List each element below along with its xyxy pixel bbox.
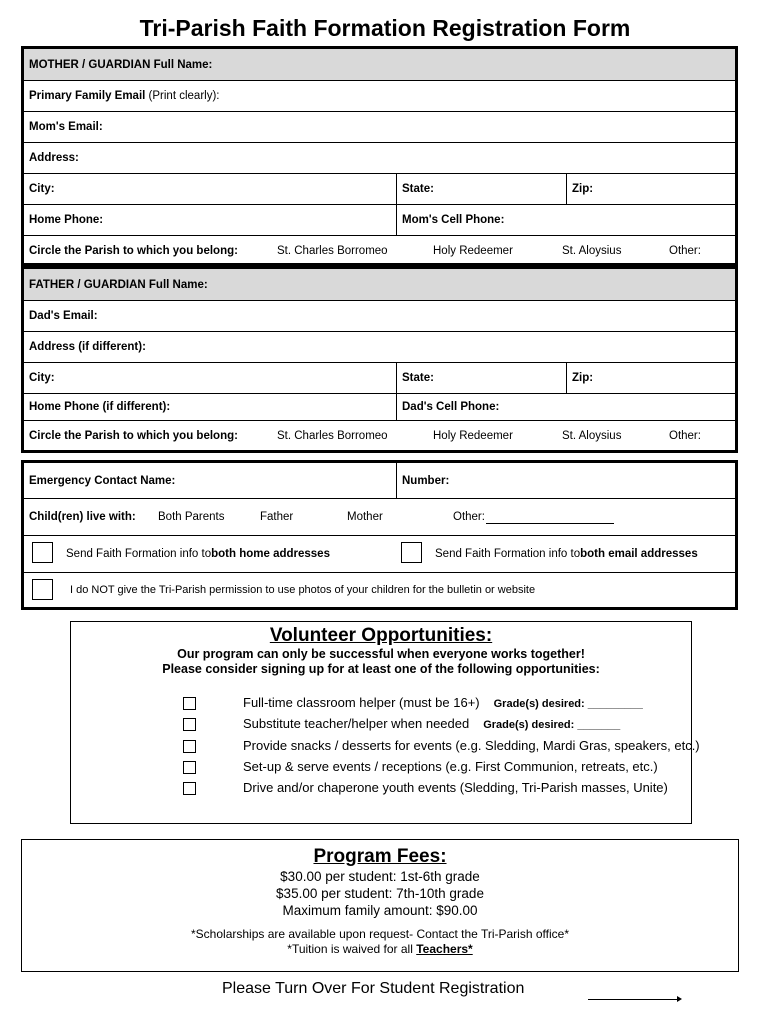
fees-title: Program Fees:: [313, 846, 447, 867]
home-addresses-text: Send Faith Formation info to both home addresses: [66, 548, 330, 560]
arrow-right-icon: [588, 999, 680, 1000]
live-with-father[interactable]: Father: [260, 511, 294, 523]
mom-parish-st-aloysius[interactable]: St. Aloysius: [562, 245, 622, 257]
mom-home-phone-label[interactable]: Home Phone:: [29, 214, 104, 226]
fees-section: [21, 839, 739, 972]
dad-email-label: Dad's Email:: [29, 310, 98, 322]
mom-city-label[interactable]: City:: [29, 183, 55, 195]
dad-address-row[interactable]: [24, 332, 735, 363]
emergency-contact-label[interactable]: Emergency Contact Name:: [29, 474, 176, 487]
mom-parish-holy-redeemer[interactable]: Holy Redeemer: [433, 245, 513, 257]
dad-city-label[interactable]: City:: [29, 372, 55, 384]
father-name-row[interactable]: [24, 269, 735, 301]
scholarship-note: *Scholarships are available upon request- Contact the Tri-Parish office*: [191, 927, 569, 941]
live-with-both[interactable]: Both Parents: [158, 511, 225, 523]
photo-permission-text: I do NOT give the Tri-Parish permission to use photos of your children for the bulletin or website: [70, 584, 536, 596]
emergency-contact-row: [24, 463, 735, 499]
mom-zip-label[interactable]: Zip:: [566, 174, 735, 204]
dad-parish-label: Circle the Parish to which you belong:: [29, 429, 238, 442]
volunteer-subtitle-1: Our program can only be successful when everyone works together!: [177, 647, 585, 661]
father-section: [21, 266, 738, 453]
mom-parish-label: Circle the Parish to which you belong:: [29, 245, 238, 257]
volunteer-checkbox[interactable]: [183, 782, 196, 795]
photo-row: [24, 573, 735, 607]
volunteer-checkbox[interactable]: [183, 740, 196, 753]
footer-text: Please Turn Over For Student Registration: [222, 980, 525, 997]
dad-parish-st-aloysius[interactable]: St. Aloysius: [562, 429, 622, 442]
fee-line-1: $30.00 per student: 1st-6th grade: [280, 869, 480, 884]
dad-parish-other[interactable]: Other:: [669, 429, 701, 442]
dad-home-phone-label[interactable]: Home Phone (if different):: [29, 401, 171, 413]
fee-line-2: $35.00 per student: 7th-10th grade: [276, 886, 484, 901]
mom-address-label: Address:: [29, 152, 79, 164]
mother-section: [21, 46, 738, 266]
family-email-row[interactable]: [24, 81, 735, 112]
email-addresses-text: Send Faith Formation info to both email addresses: [435, 548, 698, 560]
mom-parish-other[interactable]: Other:: [669, 245, 701, 257]
mom-address-row[interactable]: [24, 143, 735, 174]
father-name-label: FATHER / GUARDIAN Full Name:: [29, 278, 208, 291]
mom-parish-row: [24, 236, 735, 266]
dad-state-label[interactable]: State:: [396, 363, 566, 393]
live-with-other-label: Other:: [453, 511, 485, 523]
live-with-mother[interactable]: Mother: [347, 511, 383, 523]
dad-parish-st-charles[interactable]: St. Charles Borromeo: [277, 429, 388, 442]
mother-name-label: MOTHER / GUARDIAN Full Name:: [29, 58, 213, 71]
live-with-other-line[interactable]: [486, 511, 614, 524]
email-addresses-checkbox[interactable]: [401, 542, 422, 563]
form-title: Tri-Parish Faith Formation Registration Form: [139, 15, 631, 41]
mom-parish-st-charles[interactable]: St. Charles Borromeo: [277, 245, 388, 257]
volunteer-checkbox[interactable]: [183, 718, 196, 731]
volunteer-subtitle-2: Please consider signing up for at least one of the following opportunities:: [162, 662, 600, 676]
emergency-section: [21, 460, 738, 610]
mom-city-row: [24, 174, 735, 205]
mom-email-row[interactable]: [24, 112, 735, 143]
addresses-row: [24, 536, 735, 573]
mom-cell-label[interactable]: Mom's Cell Phone:: [396, 205, 735, 235]
family-email-hint: (Print clearly):: [148, 90, 220, 102]
home-addresses-checkbox[interactable]: [32, 542, 53, 563]
family-email-label: Primary Family Email: [29, 90, 146, 102]
mom-email-label: Mom's Email:: [29, 121, 103, 133]
emergency-number-label[interactable]: Number:: [396, 463, 735, 498]
dad-phone-row: [24, 394, 735, 421]
volunteer-checkbox[interactable]: [183, 697, 196, 710]
live-with-other[interactable]: [453, 499, 614, 535]
dad-parish-row: [24, 421, 735, 450]
live-with-row: [24, 499, 735, 536]
dad-parish-holy-redeemer[interactable]: Holy Redeemer: [433, 429, 513, 442]
dad-address-label: Address (if different):: [29, 341, 146, 353]
dad-cell-label[interactable]: Dad's Cell Phone:: [396, 394, 735, 420]
mom-phone-row: [24, 205, 735, 236]
fee-line-3: Maximum family amount: $90.00: [282, 903, 478, 918]
mom-state-label[interactable]: State:: [396, 174, 566, 204]
dad-city-row: [24, 363, 735, 394]
mother-name-row[interactable]: [24, 49, 735, 81]
volunteer-checkbox[interactable]: [183, 761, 196, 774]
tuition-note: *Tuition is waived for all Teachers*: [287, 942, 473, 956]
live-with-label: Child(ren) live with:: [29, 511, 136, 523]
dad-email-row[interactable]: [24, 301, 735, 332]
photo-permission-checkbox[interactable]: [32, 579, 53, 600]
volunteer-title: Volunteer Opportunities:: [269, 625, 493, 646]
volunteer-section: Volunteer Opportunities: Our program can only be successful when everyone works together! Please consider signing up for at least one of the following opportunities: Full-time classroom helper (must be 16+) Grade(s) desired: _________ Substitute teacher/helper when needed Grade(s) desired: _______ Provide snacks / desserts for events (e.g. Sledding, Mardi Gras, speakers, etc.) Set-up & serve events / receptions (e.g. First Communion, retreats, etc.) Drive and/or chaperone youth events (Sledding, Tri-Parish masses, Unite): [70, 621, 692, 824]
dad-zip-label[interactable]: Zip:: [566, 363, 735, 393]
